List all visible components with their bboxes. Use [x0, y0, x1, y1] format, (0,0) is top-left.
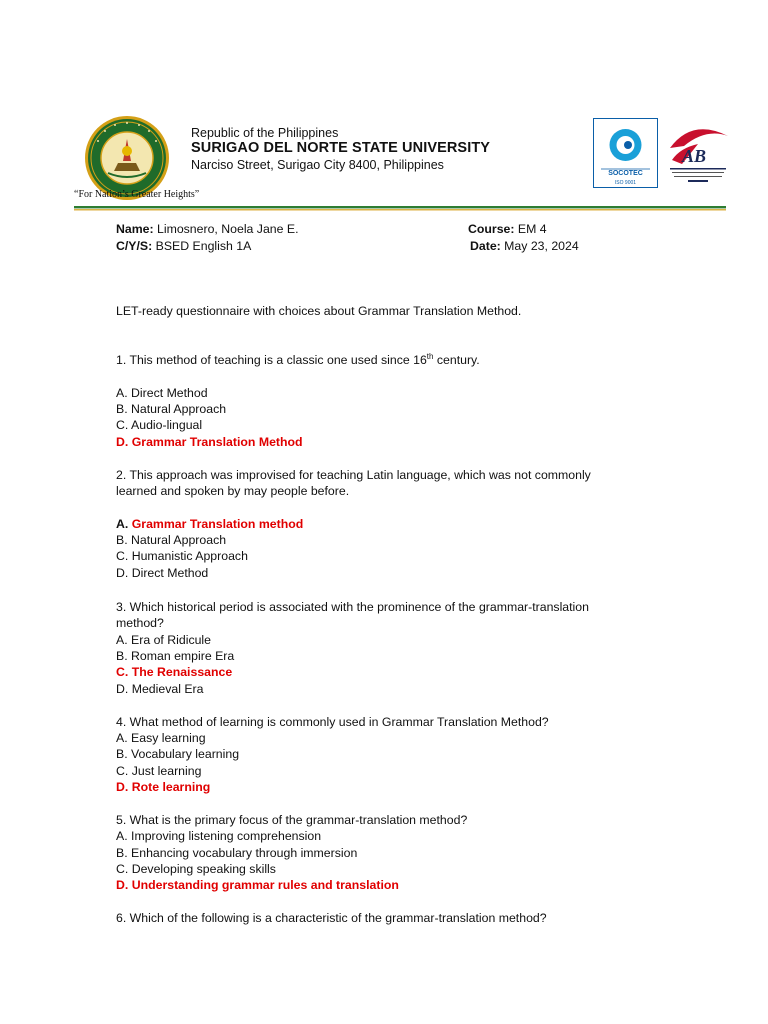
name-line — [116, 221, 299, 237]
university-name: SURIGAO DEL NORTE STATE UNIVERSITY — [191, 140, 491, 156]
name-label: Name: — [116, 222, 154, 236]
cys-label: C/Y/S: — [116, 239, 153, 253]
date-value: May 23, 2024 — [500, 239, 579, 253]
question-4: 4. What method of learning is commonly used in Grammar Translation Method? — [116, 715, 549, 729]
q3-choice-b: B. Roman empire Era — [116, 649, 235, 663]
question-1-text-end: century. — [433, 353, 480, 367]
q3-choice-c-answer: C. The Renaissance — [116, 665, 233, 679]
q5-choice-d-answer: D. Understanding grammar rules and translation — [116, 878, 399, 892]
q1-choice-d-answer: D. Grammar Translation Method — [116, 435, 303, 449]
q3-choice-a: A. Era of Ridicule — [116, 633, 212, 647]
q4-choice-d-answer: D. Rote learning — [116, 780, 211, 794]
socotec-label: SOCOTEC — [608, 170, 643, 177]
q4-choice-b: B. Vocabulary learning — [116, 747, 240, 761]
name-value: Limosnero, Noela Jane E. — [153, 222, 299, 236]
course-line — [468, 221, 547, 237]
q2-choice-a-answer: Grammar Translation method — [131, 517, 304, 531]
question-2-line-2: learned and spoken by may people before. — [116, 484, 350, 498]
question-5: 5. What is the primary focus of the grammar-translation method? — [116, 813, 468, 827]
date-label: Date: — [470, 239, 501, 253]
date-line — [470, 238, 579, 254]
q1-choice-a: A. Direct Method — [116, 386, 208, 400]
q2-choice-c: C. Humanistic Approach — [116, 549, 248, 563]
university-motto: “For Nation’s Greater Heights” — [74, 189, 200, 200]
question-3-line-2: method? — [116, 616, 164, 630]
course-value: EM 4 — [514, 222, 547, 236]
q2-choice-d: D. Direct Method — [116, 566, 209, 580]
q5-choice-c: C. Developing speaking skills — [116, 862, 276, 876]
q2-choice-a — [116, 516, 303, 532]
socotec-iso-label: ISO 9001 — [614, 180, 637, 186]
pab-accreditation-logo — [662, 122, 732, 188]
q2-choice-b: B. Natural Approach — [116, 533, 227, 547]
question-1-text: 1. This method of teaching is a classic one used since 16 — [116, 353, 427, 367]
intro-text: LET-ready questionnaire with choices about Grammar Translation Method. — [116, 304, 522, 318]
socotec-certification-logo — [593, 118, 658, 188]
university-address: Narciso Street, Surigao City 8400, Philippines — [191, 158, 444, 172]
pab-letters: AB — [682, 146, 707, 166]
q1-choice-b: B. Natural Approach — [116, 402, 227, 416]
q5-choice-a: A. Improving listening comprehension — [116, 829, 322, 843]
q4-choice-a: A. Easy learning — [116, 731, 206, 745]
q4-choice-c: C. Just learning — [116, 764, 202, 778]
question-3-line-1: 3. Which historical period is associated with the prominence of the grammar-translation — [116, 600, 589, 614]
q1-choice-c: C. Audio-lingual — [116, 418, 203, 432]
cys-value: BSED English 1A — [152, 239, 252, 253]
q3-choice-d: D. Medieval Era — [116, 682, 204, 696]
republic-heading: Republic of the Philippines — [191, 126, 339, 140]
q5-choice-b: B. Enhancing vocabulary through immersion — [116, 846, 358, 860]
course-label: Course: — [468, 222, 515, 236]
question-2-line-1: 2. This approach was improvised for teaching Latin language, which was not commonly — [116, 468, 591, 482]
header-divider — [74, 206, 726, 212]
question-1 — [116, 352, 480, 368]
q2-choice-a-prefix: A. — [116, 517, 132, 531]
question-6: 6. Which of the following is a characteristic of the grammar-translation method? — [116, 911, 547, 925]
cys-line — [116, 238, 251, 254]
question-1-superscript: th — [426, 351, 434, 361]
